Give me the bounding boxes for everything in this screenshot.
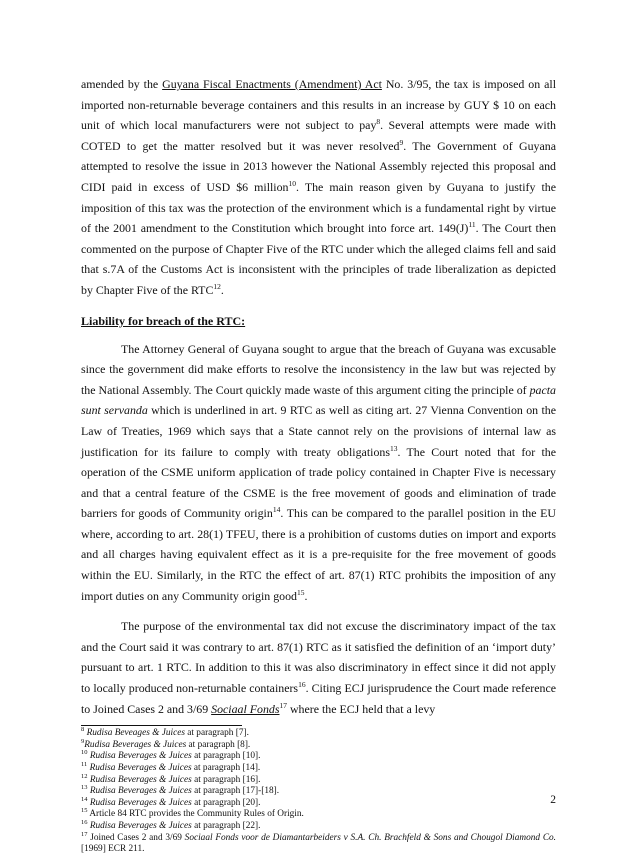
footnote-ref: 16: [298, 680, 306, 690]
footnote-text: at paragraph [16].: [191, 774, 261, 785]
footnote-number: 17: [81, 830, 88, 838]
footnote-ref: 14: [272, 505, 281, 515]
text: No. 3/95, the tax is imposed on all imported non-returnable beverage containers and this results in an increase by GUY $ 10 on each unit of which local manufacturers were not subject to pay: [81, 77, 556, 133]
paragraph-3: [81, 616, 556, 719]
footnote-text: at paragraph [20].: [191, 797, 261, 808]
footnote-text: at paragraph [22].: [191, 820, 261, 831]
footnote-14: [81, 795, 556, 810]
text: . Citing ECJ jurisprudence the Court made reference to Joined Cases 2 and 3/69: [81, 681, 556, 716]
footnote-8: [81, 728, 556, 740]
text: amended by the: [81, 77, 163, 91]
footnote-16: [81, 818, 556, 833]
footnote-text: [1969] ECR 211.: [81, 844, 145, 855]
footnote-number: 8: [81, 726, 85, 734]
footnote-ref: 11: [468, 220, 476, 230]
footnote-ref: 13: [389, 443, 398, 453]
case-short-name: Rudisa Beverages & Juices: [89, 774, 192, 785]
footnote-text: Joined Cases 2 and 3/69: [87, 832, 185, 843]
text: . The Court then commented on the purpose of Chapter Five of the RTC under which the alleged claims fell and said that s.7A of the Customs Act is inconsistent with the principles of trade liberalization as depicted by Chapter Five of the RTC: [81, 221, 557, 297]
footnote-separator: [81, 725, 242, 726]
case-short-name: Rudisa Beverages & Juices: [89, 797, 192, 808]
footnote-number: 10: [81, 749, 88, 757]
case-name: Sociaal Fonds: [211, 701, 280, 716]
footnotes: [81, 728, 556, 856]
footnote-text: Article 84 RTC provides the Community Rules of Origin.: [89, 809, 304, 820]
footnote-ref: 12: [213, 281, 221, 291]
footnote-text: at paragraph [7].: [184, 728, 249, 739]
footnote-11: [81, 760, 556, 775]
footnote-ref: 10: [288, 179, 297, 188]
page-number: 2: [550, 794, 556, 806]
text: . The Government of Guyana attempted to resolve the issue in 2013 however the National Assembly rejected this proposal and CIDI paid in excess of USD $6 million: [81, 138, 556, 194]
section-heading: Liability for breach of the RTC:: [81, 313, 246, 328]
text: . This can be compared to the parallel position in the EU where, according to art. 28(1) TFEU, there is a prohibition of customs duties on import and exports and all charges having equivalent effect as it is a pre-requisite for the free movement of goods within the EU. Similarly, in the RTC the effect of art. 87(1) RTC prohibits the imposition of any import duties on any Community origin good: [81, 506, 556, 603]
footnote-number: 9: [81, 737, 85, 745]
footnote-number: 16: [81, 818, 88, 826]
footnote-text: at paragraph [17]-[18].: [191, 786, 280, 797]
text: . The main reason given by Guyana to justify the imposition of this tax was the protection of the environment which is a fundamental right by virtue of the 2001 amendment to the Constitution which brought into force art. 149(J): [81, 179, 557, 236]
text: .: [220, 282, 224, 297]
footnote-text: at paragraph [8].: [186, 739, 251, 750]
act-title-underlined: Guyana Fiscal Enactments (Amendment) Act: [162, 77, 382, 91]
footnote-15: [81, 809, 556, 821]
footnote-text: at paragraph [10].: [191, 751, 261, 762]
footnote-17: [81, 830, 557, 856]
case-short-name: Rudisa Beveages & Juices: [86, 728, 185, 739]
text: . Several attempts were made with COTED to get the matter resolved but it was never resolved: [81, 118, 556, 153]
paragraph-1: [81, 74, 556, 301]
footnote-9: [81, 737, 556, 752]
case-short-name: Rudisa Beverages & Juices: [89, 786, 192, 797]
footnote-ref: 17: [279, 700, 287, 710]
footnote-12: [81, 772, 556, 787]
case-short-name: Rudisa Beverages & Juices: [89, 751, 192, 762]
footnote-number: 12: [81, 772, 88, 780]
footnote-ref: 15: [297, 587, 305, 597]
footnote-ref: 9: [399, 137, 404, 147]
footnote-number: 13: [81, 784, 88, 792]
footnote-number: 14: [81, 795, 88, 803]
text: which is underlined in art. 9 RTC as well as citing art. 27 Vienna Convention on the Law of Treaties, 1969 which says that a State cannot rely on the provisions of internal law as justification for its failure to comply with treaty obligations: [81, 403, 556, 459]
text: . The Court noted that for the operation of the CSME uniform application of trade policy contained in Chapter Five is necessary and that a central feature of the CSME is the free movement of goods and elimination of trade barriers for goods of Community origin: [81, 444, 556, 521]
text: .: [304, 588, 308, 603]
text: The Attorney General of Guyana sought to argue that the breach of Guyana was excusable since the government did make efforts to resolve the inconsistency in the law but was rejected by the National Assembly. The Court quickly made waste of this argument citing the principle of: [81, 341, 556, 397]
text: The purpose of the environmental tax did not excuse the discriminatory impact of the tax and the Court said it was contrary to art. 87(1) RTC as it satisfied the definition of an ‘import duty’ pursuant to art. 1 RTC. In addition to this it was also discriminatory in effect since it did not apply to locally produced non-returnable containers: [81, 619, 556, 696]
footnote-number: 15: [81, 807, 88, 815]
case-short-name: Rudisa Beverages & Juices: [89, 820, 192, 831]
footnote-ref: 8: [376, 117, 381, 127]
footnote-10: [81, 751, 556, 763]
text: where the ECJ held that a levy: [287, 701, 436, 716]
footnote-number: 11: [81, 760, 88, 768]
footnote-13: [81, 786, 556, 798]
case-full-name: Sociaal Fonds voor de Diamantarbeiders v S.A. Ch. Brachfeld & Sons and Chougol Diamond Co.: [184, 832, 557, 843]
footnote-text: at paragraph [14].: [191, 763, 261, 773]
case-short-name: Rudisa Beverages & Juices: [84, 739, 187, 750]
paragraph-2: [81, 339, 556, 607]
italic-term: pacta sunt servanda: [81, 382, 556, 418]
case-short-name: Rudisa Beverages & Juices: [89, 763, 192, 773]
